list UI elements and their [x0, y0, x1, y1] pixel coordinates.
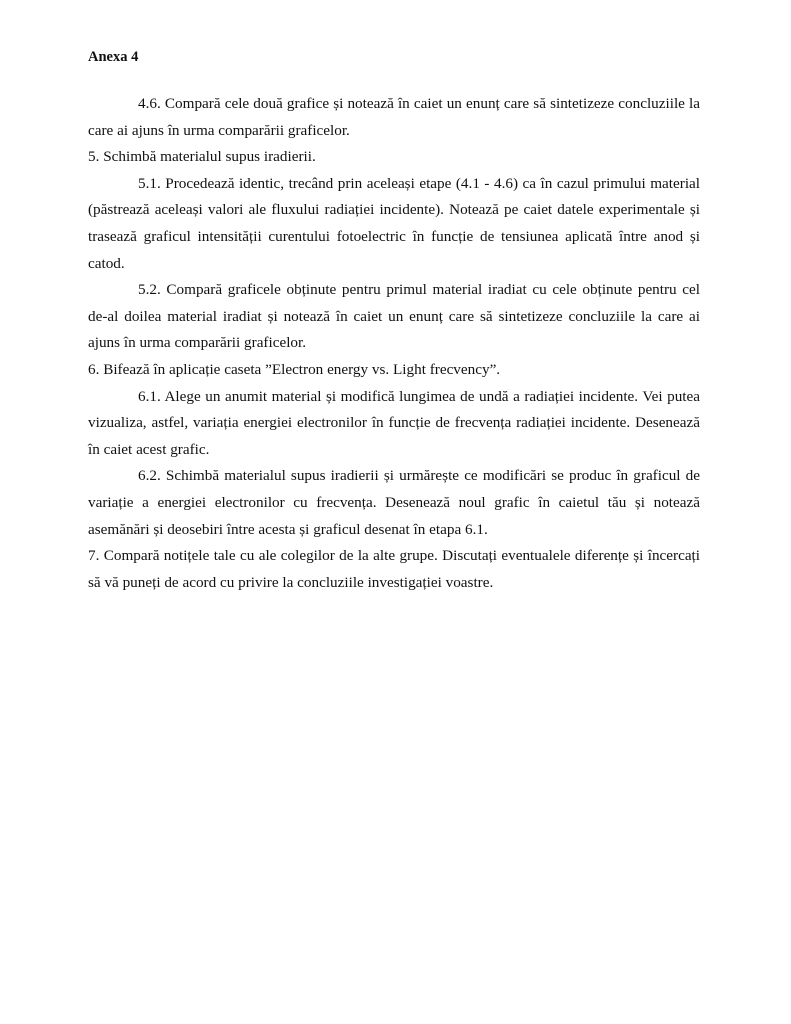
page-header: Anexa 4	[88, 49, 139, 65]
paragraph-5-1: 5.1. Procedează identic, trecând prin aceleași etape (4.1 - 4.6) ca în cazul primului material (păstrează aceleași valori ale fluxului radiației incidente). Notează pe caiet datele experimentale și trasează graficul intensității curentului fotoelectric în funcție de tensiunea aplicată între anod și catod.	[88, 174, 700, 272]
paragraph-5: 5. Schimbă materialul supus iradierii.	[88, 148, 316, 166]
paragraph-4-6: 4.6. Compară cele două grafice și notează în caiet un enunț care să sintetizeze concluziile la care ai ajuns în urma comparării graficelor.	[88, 95, 700, 139]
paragraph-6-2: 6.2. Schimbă materialul supus iradierii și urmărește ce modificări se produc în graficul de variație a energiei electronilor cu frecvența. Desenează noul grafic în caietul tău și notează asemănări și deosebiri între acesta și graficul desenat în etapa 6.1.	[88, 467, 700, 538]
paragraph-5-2: 5.2. Compară graficele obținute pentru primul material iradiat cu cele obținute pentru cel de-al doilea material iradiat și notează în caiet un enunț care să sintetizeze concluziile la care ai ajuns în urma comparării graficelor.	[88, 281, 700, 352]
document-body	[88, 91, 700, 596]
paragraph-7: 7. Compară notițele tale cu ale colegilor de la alte grupe. Discutați eventualele diferențe și încercați să vă puneți de acord cu privire la concluziile investigației voastre.	[88, 547, 700, 591]
paragraph-6-1: 6.1. Alege un anumit material și modifică lungimea de undă a radiației incidente. Vei putea vizualiza, astfel, variația energiei electronilor în funcție de frecvența radiației incidente. Desenează în caiet acest grafic.	[88, 387, 700, 458]
paragraph-6: 6. Bifează în aplicație caseta ”Electron energy vs. Light frecvency”.	[88, 360, 501, 378]
